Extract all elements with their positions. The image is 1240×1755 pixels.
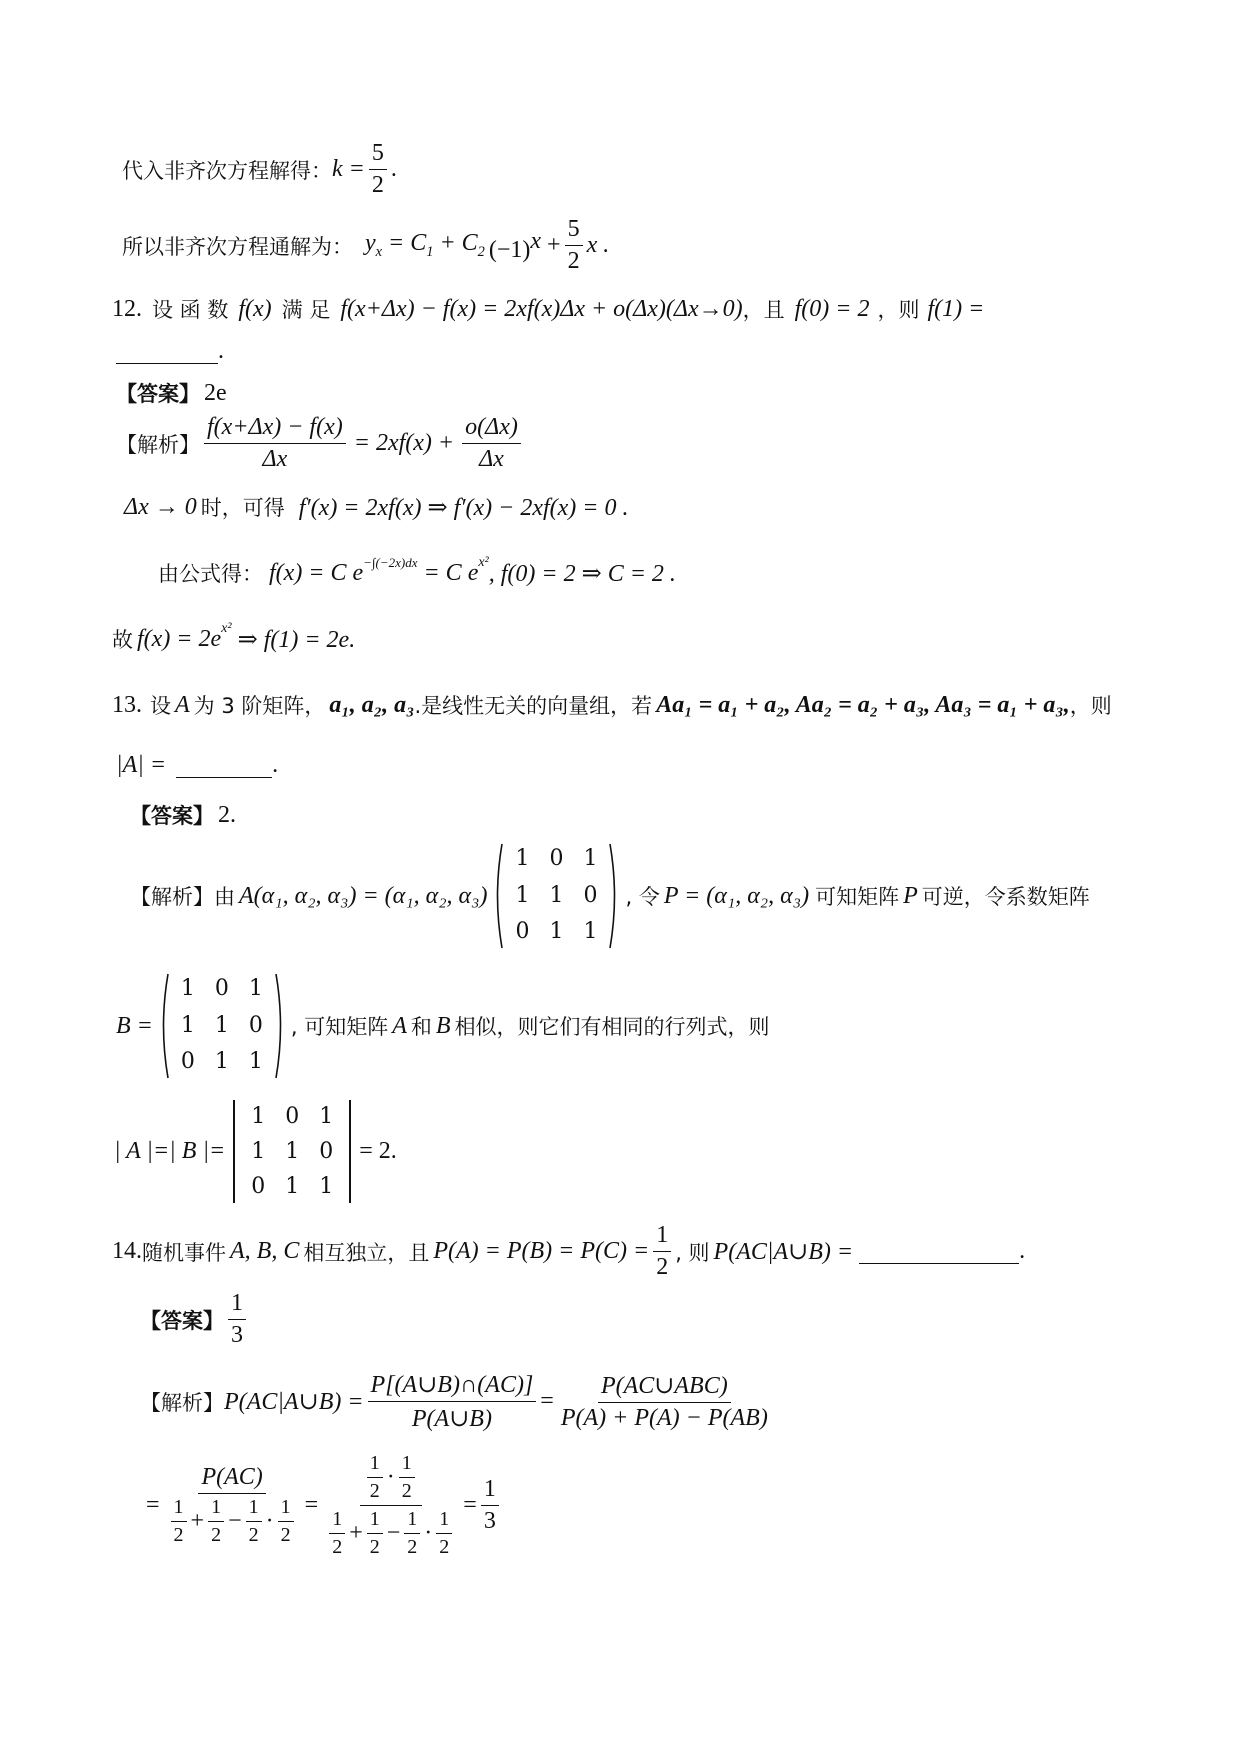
fraction [369, 140, 387, 199]
math: f′(x) = 2xf(x) ⇒ f′(x) − 2xf(x) = 0 . [298, 494, 629, 521]
q-det: |A| = [116, 752, 167, 778]
frac-den: 3 [231, 1322, 243, 1348]
frac-num [360, 1452, 422, 1506]
math: = 2. [359, 1138, 397, 1164]
frac-num: 5 [565, 216, 583, 246]
tail: . [390, 156, 397, 182]
analysis-12-line1 [116, 414, 525, 473]
half-frac [171, 1496, 187, 1547]
analysis-14-line2 [146, 1452, 503, 1559]
math: P(AC|A∪B) = [224, 1389, 364, 1415]
text: 由公式得： [158, 562, 263, 586]
question-number: 14. [112, 1238, 142, 1264]
d: 2 [211, 1524, 222, 1546]
frac-num: 1 [481, 1476, 499, 1506]
matrix-grid [169, 972, 275, 1080]
q-condition: f(0) = 2 [794, 295, 870, 322]
n: 1 [367, 1508, 383, 1534]
math: f(x) = 2e [137, 625, 222, 652]
c1-sub: 1 [426, 243, 434, 260]
q-ask: f(1) = [927, 295, 985, 322]
matrix-cell: 1 [583, 919, 598, 945]
matrix-cell: 1 [248, 1049, 263, 1075]
text: 相似，则它们有相同的行列式，则 [454, 1015, 770, 1039]
left-paren [157, 972, 169, 1080]
math: ⇒ f(1) = 2e. [237, 626, 356, 653]
half-frac [208, 1496, 224, 1547]
matrix-cell: 0 [549, 846, 564, 871]
d: 2 [369, 1480, 380, 1502]
answer-label: 【答案】 [130, 804, 214, 828]
dot: · [424, 1520, 433, 1546]
half-frac [367, 1452, 383, 1503]
math: Δx → 0 [124, 493, 197, 520]
line-k-solution [122, 140, 397, 199]
q-math: A [175, 691, 190, 718]
analysis-13-line2 [116, 972, 770, 1080]
matrix-1 [491, 842, 621, 950]
math: A [392, 1012, 407, 1039]
left-paren [491, 842, 503, 950]
n: 1 [436, 1508, 452, 1534]
frac-den: Δx [262, 446, 288, 472]
analysis-label: 【解析】 [116, 432, 200, 457]
half-frac [278, 1496, 294, 1547]
q-math: A, B, C [230, 1238, 300, 1264]
frac-den: P(A) + P(A) − P(AB) [560, 1405, 768, 1431]
right-paren [609, 842, 621, 950]
n: 1 [208, 1496, 224, 1522]
answer-value: 2e [204, 379, 227, 406]
matrix-cell: 1 [319, 1104, 334, 1129]
plus: + [547, 232, 561, 258]
frac-den: 3 [483, 1508, 496, 1534]
c2-sub: 2 [477, 243, 485, 260]
math: = C e [423, 559, 479, 586]
n: 1 [278, 1496, 294, 1522]
fraction [368, 1370, 537, 1433]
q-vectors: a₁, a₂, a₃ [329, 691, 415, 718]
math: B [435, 1012, 451, 1039]
q-text: 为 3 阶矩阵， [193, 694, 326, 718]
frac-den: 2 [567, 248, 580, 274]
math: P [903, 882, 918, 909]
d: 2 [369, 1536, 380, 1558]
math-lhs: k = [332, 156, 365, 182]
fraction [228, 1290, 246, 1349]
half-frac [246, 1496, 262, 1547]
q-text: , 则 [675, 1240, 710, 1265]
exponent: −∫(−2x)dx [363, 555, 418, 570]
math: A(α₁, α₂, α₃) = (α₁, α₂, α₃) [239, 882, 488, 909]
frac-den [322, 1506, 459, 1559]
matrix-cell: 1 [319, 1174, 334, 1199]
frac-num: P(AC∪ABC) [598, 1371, 731, 1403]
half-frac [404, 1508, 420, 1559]
text: 可逆，令系数矩阵 [921, 885, 1090, 909]
frac-num: 5 [369, 140, 387, 170]
text: 和 [410, 1015, 432, 1039]
n: 1 [367, 1452, 383, 1478]
q-text: ，则 [1069, 694, 1112, 718]
text: 可知矩阵 [815, 885, 900, 909]
det-bar-right [349, 1100, 351, 1203]
matrix-cell: 0 [285, 1104, 300, 1129]
power-exp: x [530, 227, 542, 254]
matrix-cell: 1 [251, 1104, 266, 1129]
matrix-cell: 0 [214, 976, 229, 1001]
frac-num: o(Δx) [462, 414, 521, 444]
n: 1 [399, 1452, 415, 1478]
matrix-cell: 0 [583, 882, 598, 908]
blank-line [116, 339, 218, 364]
exponent: x² [478, 555, 489, 570]
frac-num: 1 [653, 1222, 671, 1252]
answer-blank-13 [116, 752, 278, 779]
q-text: 随机事件 [142, 1240, 226, 1265]
answer-blank-12 [116, 338, 224, 365]
right-paren [275, 972, 287, 1080]
question-number: 12. [112, 295, 142, 322]
d: 2 [173, 1524, 184, 1546]
d: 2 [407, 1536, 418, 1558]
equals: = [540, 1388, 554, 1414]
math: f(x) = C e [269, 559, 364, 586]
matrix-cell: 1 [285, 1139, 300, 1164]
analysis-label: 【解析】 [130, 885, 214, 909]
frac-num: P(AC) [198, 1464, 265, 1494]
half-frac [399, 1452, 415, 1503]
answer-14 [140, 1290, 250, 1349]
frac-den: Δx [479, 446, 504, 472]
equals: = [304, 1492, 319, 1518]
label-text: 代入非齐次方程解得： [122, 158, 332, 183]
plus: + [190, 1508, 205, 1534]
q-text: 满 足 [281, 298, 331, 322]
det-grid [239, 1100, 345, 1203]
text: , 可知矩阵 [290, 1015, 389, 1039]
q-text: 相互独立，且 [303, 1240, 430, 1265]
matrix-cell: 1 [549, 919, 564, 945]
dot: · [386, 1464, 395, 1490]
text: 时，可得 [200, 496, 285, 520]
question-12 [112, 294, 984, 324]
analysis-12-line3 [158, 555, 676, 588]
analysis-13-line3 [114, 1100, 397, 1203]
tail: x . [586, 232, 610, 258]
period: . [1019, 1238, 1026, 1264]
analysis-13-line1 [130, 842, 1090, 950]
result-fraction [481, 1476, 499, 1535]
answer-value: 2. [218, 801, 236, 828]
plus-c: + C [439, 230, 478, 257]
n: 1 [404, 1508, 420, 1534]
question-number: 13. [112, 691, 142, 718]
frac-num: 1 [228, 1290, 246, 1320]
d: 2 [401, 1480, 412, 1502]
matrix-cell: 1 [180, 1012, 195, 1038]
y-sub: x [375, 243, 383, 260]
fraction-pac [164, 1464, 301, 1547]
q-text: 设 函 数 [152, 298, 229, 322]
n: 1 [171, 1496, 187, 1522]
frac-num: f(x+Δx) − f(x) [204, 414, 346, 444]
n: 1 [329, 1508, 345, 1534]
half-frac [436, 1508, 452, 1559]
matrix-cell: 0 [251, 1174, 266, 1199]
period: . [272, 752, 279, 778]
half-frac [367, 1508, 383, 1559]
matrix-cell: 0 [515, 919, 530, 945]
q-math: f(x) [238, 295, 272, 322]
matrix-cell: 1 [515, 846, 530, 871]
d: 2 [439, 1536, 450, 1558]
q-text: 设 [150, 694, 171, 718]
power-base: (−1) [488, 236, 531, 263]
math-mid: = 2xf(x) + [353, 430, 455, 456]
math: , f(0) = 2 ⇒ C = 2 . [488, 560, 676, 587]
q-text: ，则 [877, 298, 920, 322]
analysis-14-line1 [140, 1370, 775, 1433]
frac-den: 2 [656, 1254, 669, 1280]
matrix-cell: 1 [583, 846, 598, 871]
minus: − [386, 1520, 401, 1546]
equals: = [463, 1492, 477, 1518]
q-text: .是线性无关的向量组，若 [414, 694, 653, 718]
determinant [229, 1100, 355, 1203]
fraction [558, 1371, 771, 1432]
fraction-numeric [322, 1452, 459, 1559]
eq-c: = C [388, 230, 427, 257]
frac-den [164, 1494, 301, 1547]
text: 故 [112, 628, 133, 652]
blank-line [176, 753, 272, 778]
matrix-cell: 1 [251, 1139, 266, 1164]
q-ask: P(AC|A∪B) = [713, 1239, 854, 1265]
q-text: ，且 [742, 298, 785, 322]
line-general-solution [122, 216, 609, 275]
q-equation: f(x+Δx) − f(x) = 2xf(x)Δx + o(Δx)(Δx→0) [340, 295, 743, 322]
n: 1 [246, 1496, 262, 1522]
d: 2 [280, 1524, 291, 1546]
matrix-cell: 0 [319, 1139, 334, 1164]
y-symbol: y [365, 230, 376, 257]
question-14 [112, 1222, 1025, 1281]
label-text: 所以非齐次方程通解为： [122, 234, 353, 259]
math: | A |=| B |= [114, 1138, 226, 1164]
frac-num: P[(A∪B)∩(AC)] [368, 1370, 537, 1402]
fraction [653, 1222, 671, 1281]
d: 2 [248, 1524, 259, 1546]
math: B = [116, 1012, 153, 1039]
matrix-cell: 0 [248, 1012, 263, 1038]
answer-13 [130, 800, 236, 830]
text: , 令 [625, 885, 660, 909]
matrix-cell: 0 [180, 1049, 195, 1075]
fraction [565, 216, 583, 275]
matrix-cell: 1 [515, 882, 530, 908]
d: 2 [332, 1536, 343, 1558]
frac-den: 2 [371, 172, 384, 198]
q-equation: P(A) = P(B) = P(C) = [433, 1238, 650, 1264]
analysis-label: 【解析】 [140, 1390, 224, 1415]
matrix-cell: 1 [285, 1174, 300, 1199]
matrix-cell: 1 [214, 1049, 229, 1075]
plus: + [349, 1520, 363, 1546]
answer-label: 【答案】 [116, 382, 200, 406]
answer-12 [116, 378, 227, 408]
analysis-12-line2 [124, 492, 628, 522]
det-bar-left [233, 1100, 235, 1203]
text: 由 [214, 885, 235, 909]
analysis-12-line4 [112, 621, 356, 654]
matrix-grid [503, 842, 609, 950]
frac-den: P(A∪B) [411, 1406, 492, 1432]
exponent: x² [221, 621, 232, 636]
matrix-cell: 1 [214, 1012, 229, 1038]
fraction [462, 414, 521, 473]
half-frac [329, 1508, 345, 1559]
question-13 [112, 690, 1112, 720]
equals: = [146, 1492, 160, 1518]
matrix-cell: 1 [549, 882, 564, 908]
dot: · [265, 1508, 274, 1534]
minus: − [228, 1508, 242, 1534]
q-relation: Aa₁ = a₁ + a₂, Aa₂ = a₂ + a₃, Aa₃ = a₁ + a₃, [656, 691, 1070, 718]
blank-line [859, 1239, 1019, 1264]
math: P = (α₁, α₂, α₃) [663, 882, 810, 909]
matrix-cell: 1 [248, 976, 263, 1001]
period: . [218, 338, 224, 364]
fraction [204, 414, 346, 473]
answer-label: 【答案】 [140, 1308, 224, 1333]
matrix-2 [157, 972, 287, 1080]
matrix-cell: 1 [180, 976, 195, 1001]
